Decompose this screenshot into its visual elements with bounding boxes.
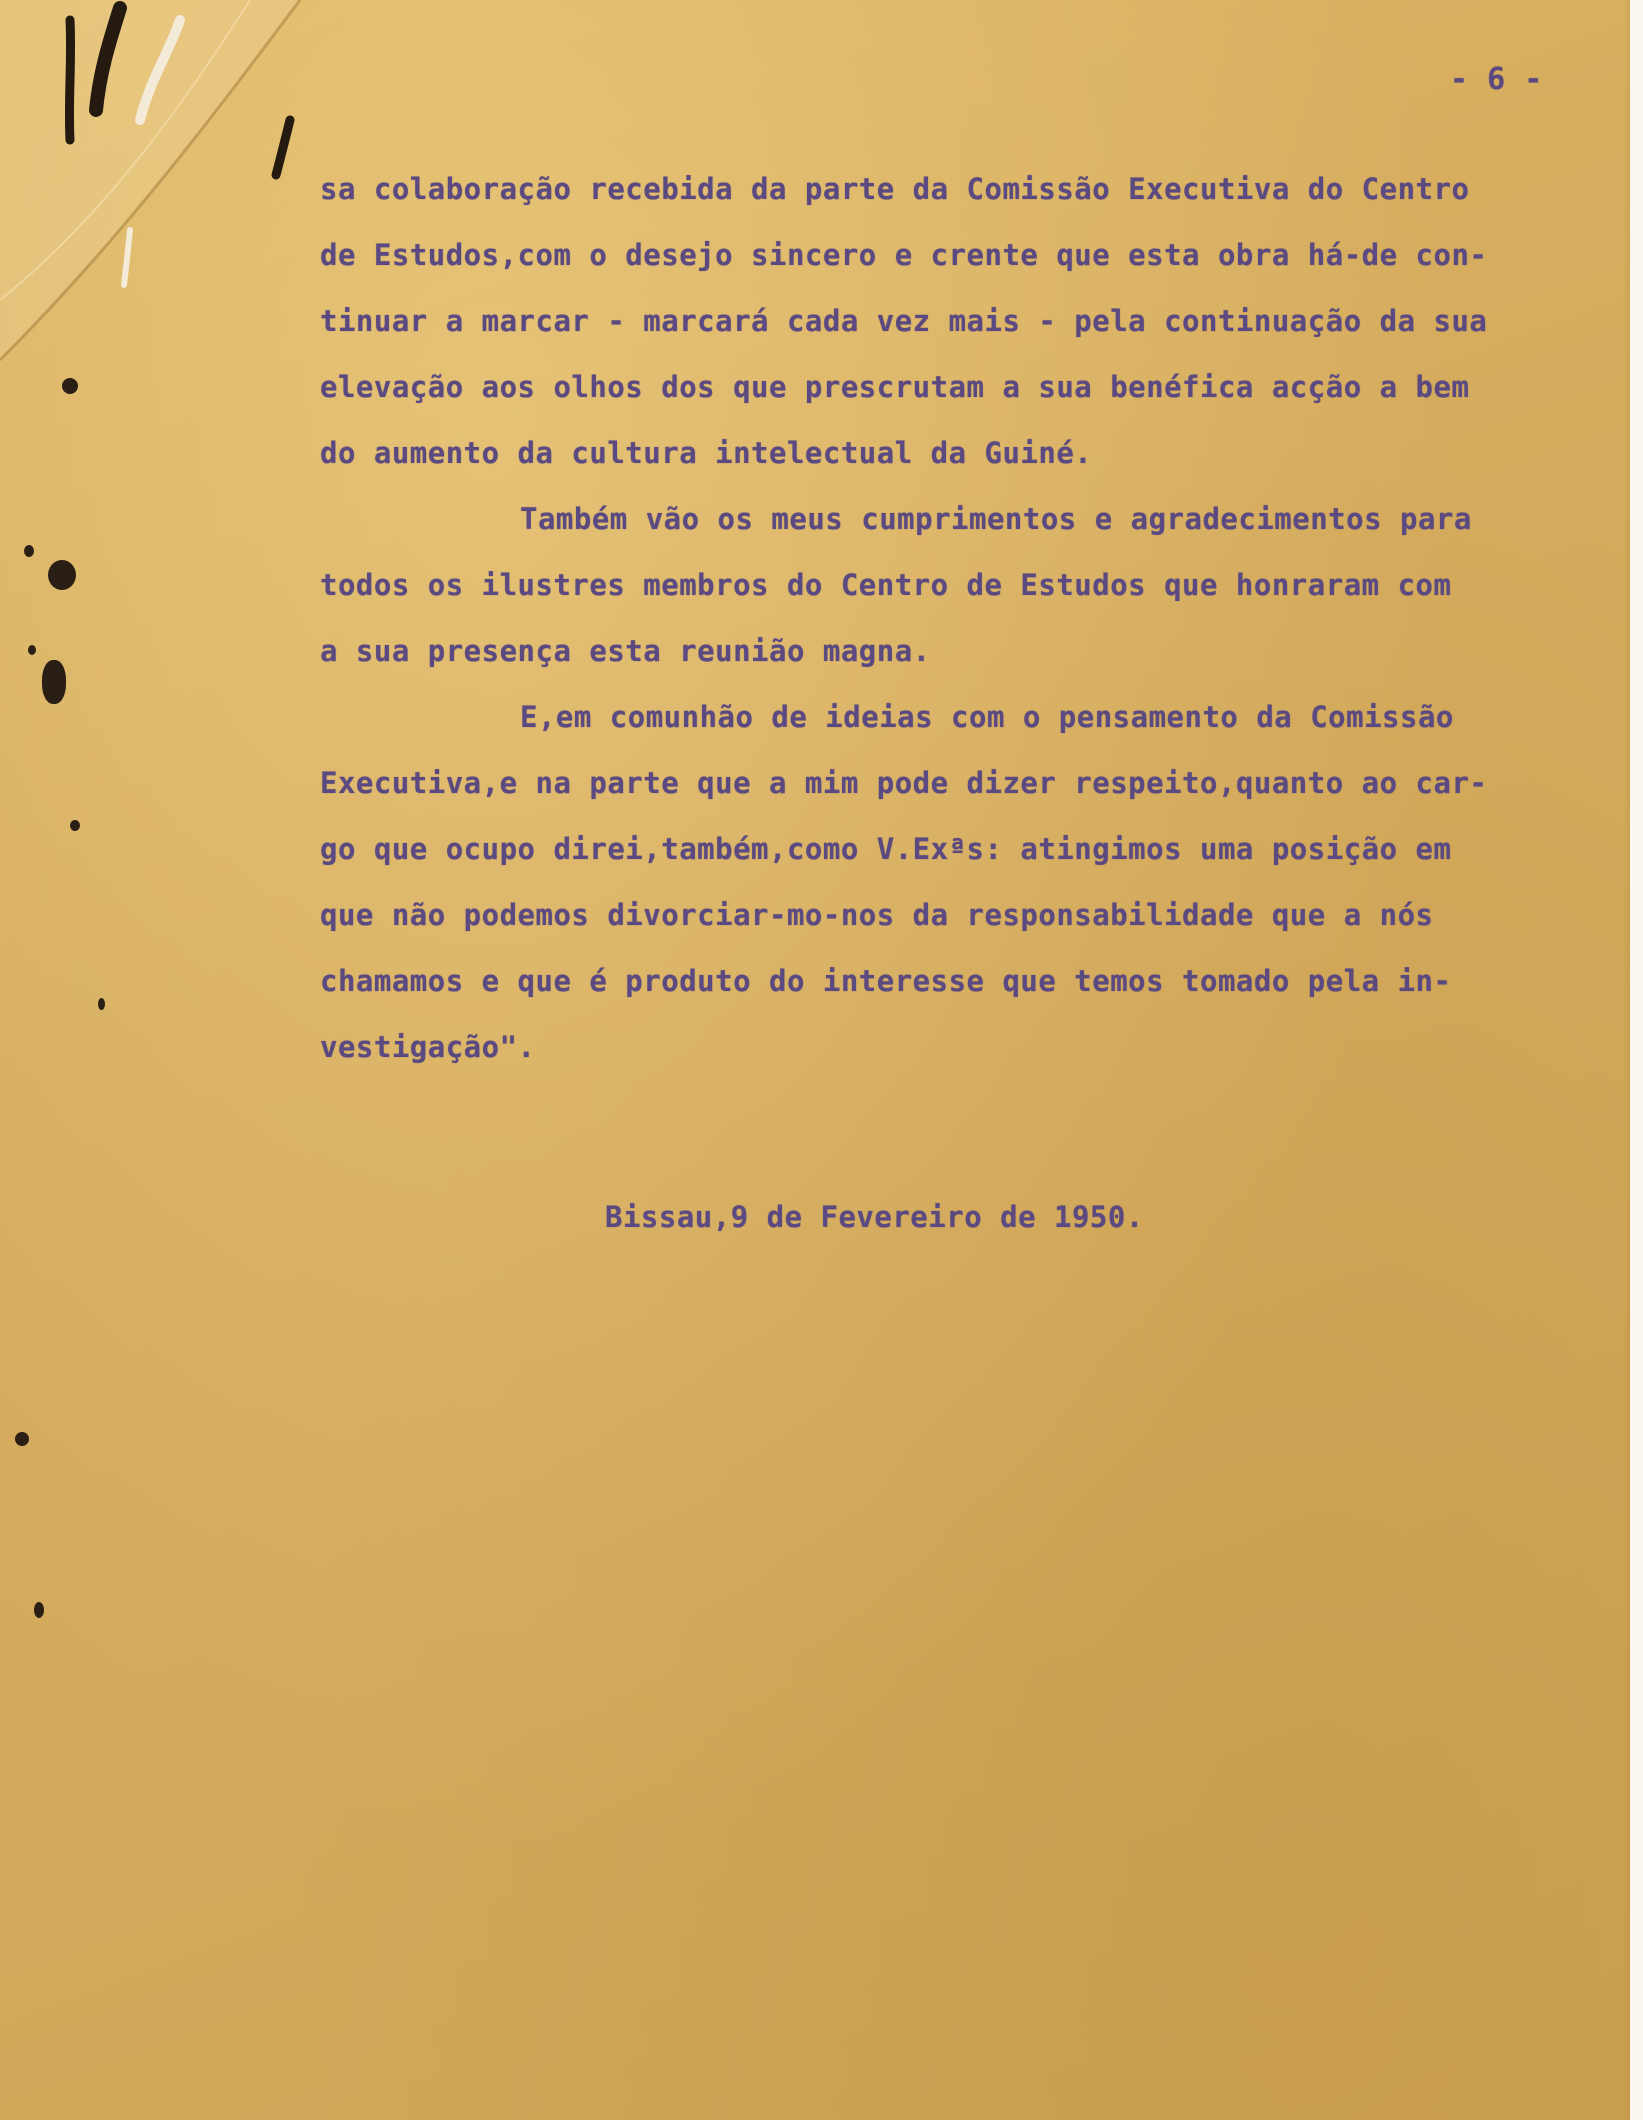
text-line: Executiva,e na parte que a mim pode dizer respeito,quanto ao car- [320, 766, 1488, 800]
ink-stain [48, 560, 76, 590]
text-line: chamamos e que é produto do interesse que temos tomado pela in- [320, 964, 1452, 998]
text-line: E,em comunhão de ideias com o pensamento da Comissão [520, 700, 1454, 734]
text-line: vestigação". [320, 1030, 536, 1064]
date-line: Bissau,9 de Fevereiro de 1950. [605, 1200, 1144, 1234]
text-line: elevação aos olhos dos que prescrutam a sua benéfica acção a bem [320, 370, 1470, 404]
text-line: tinuar a marcar - marcará cada vez mais - pela continuação da sua [320, 304, 1488, 338]
ink-stain [28, 645, 36, 655]
ink-stain [70, 820, 80, 831]
page-number: - 6 - [1450, 62, 1543, 97]
text-line: go que ocupo direi,também,como V.Exªs: atingimos uma posição em [320, 832, 1452, 866]
ink-stain [62, 378, 78, 394]
ink-stain [24, 545, 34, 557]
text-line: Também vão os meus cumprimentos e agradecimentos para [520, 502, 1472, 536]
text-line: de Estudos,com o desejo sincero e crente que esta obra há-de con- [320, 238, 1488, 272]
folded-corner-crease [0, 0, 360, 420]
ink-stain [34, 1602, 44, 1618]
page-edge-shadow [1624, 0, 1630, 2120]
text-line: a sua presença esta reunião magna. [320, 634, 931, 668]
text-line: que não podemos divorciar-mo-nos da responsabilidade que a nós [320, 898, 1434, 932]
ink-stain [98, 998, 105, 1010]
ink-stain [42, 660, 66, 704]
ink-stain [15, 1432, 29, 1446]
text-line: todos os ilustres membros do Centro de Estudos que honraram com [320, 568, 1452, 602]
text-line: do aumento da cultura intelectual da Guiné. [320, 436, 1093, 470]
text-line: sa colaboração recebida da parte da Comissão Executiva do Centro [320, 172, 1470, 206]
